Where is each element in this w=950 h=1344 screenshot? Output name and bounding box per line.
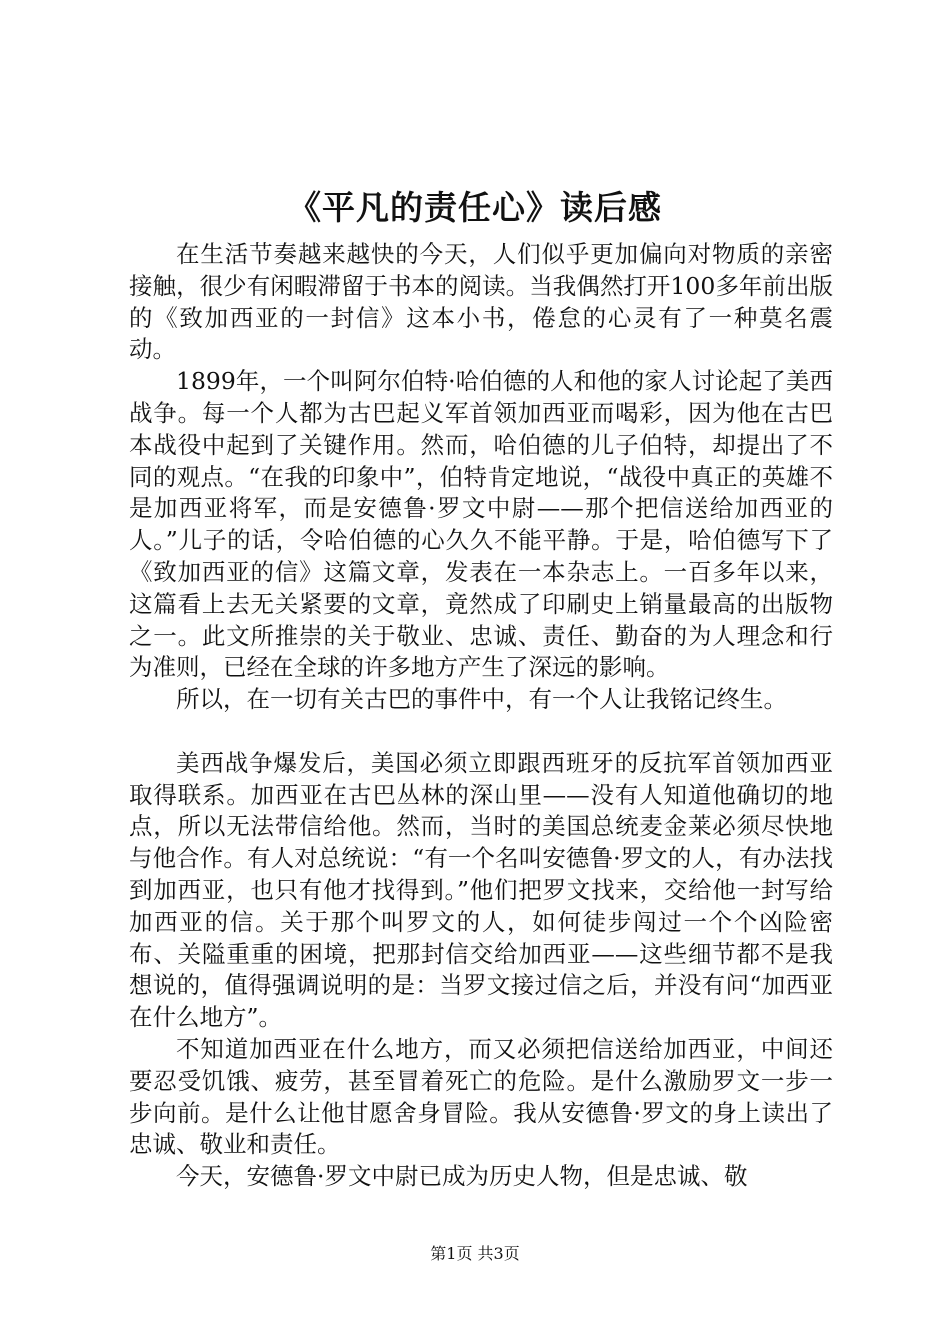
page-footer: 第1页 共3页 bbox=[430, 1244, 520, 1263]
paragraph-today: 今天，安德鲁·罗文中尉已成为历史人物，但是忠诚、敬 bbox=[176, 1162, 748, 1191]
paragraph-war-story: 美西战争爆发后，美国必须立即跟西班牙的反抗军首领加西亚取得联系。加西亚在古巴丛林的深山里——没有人知道他确切的地点，所以无法带信给他。然而，当时的美国总统麦金莱必须尽快地与他合作。有人对总统说：“有一个名叫安德鲁·罗文的人，有办法找到加西亚，也只有他才找得到。”他们把罗文找来，交给他一封写给加西亚的信。关于那个叫罗文的人，如何徒步闯过一个个凶险密布、关隘重重的困境，把那封信交给加西亚——这些细节都不是我想说的，值得强调说明的是：当罗文接过信之后，并没有问“加西亚在什么地方”。 bbox=[129, 748, 833, 1032]
paragraph-transition: 所以，在一切有关古巴的事件中，有一个人让我铭记终生。 bbox=[176, 685, 787, 714]
document-title: 《平凡的责任心》读后感 bbox=[288, 188, 662, 227]
paragraph-1899-story: 1899年，一个叫阿尔伯特·哈伯德的人和他的家人讨论起了美西战争。每一个人都为古巴起义军首领加西亚而喝彩，因为他在古巴本战役中起到了关键作用。然而，哈伯德的儿子伯特，却提出了不同的观点。“在我的印象中”，伯特肯定地说，“战役中真正的英雄不是加西亚将军，而是安德鲁·罗文中尉——那个把信送给加西亚的人。”儿子的话，令哈伯德的心久久不能平静。于是，哈伯德写下了《致加西亚的信》这篇文章，发表在一本杂志上。一百多年以来，这篇看上去无关紧要的文章，竟然成了印刷史上销量最高的出版物之一。此文所推崇的关于敬业、忠诚、责任、勤奋的为人理念和行为准则，已经在全球的许多地方产生了深远的影响。 bbox=[129, 367, 833, 682]
paragraph-gap bbox=[129, 716, 833, 748]
paragraph-intro: 在生活节奏越来越快的今天，人们似乎更加偏向对物质的亲密接触，很少有闲暇滞留于书本的阅读。当我偶然打开100多年前出版的《致加西亚的一封信》这本小书，倦怠的心灵有了一种莫名震动。 bbox=[129, 240, 833, 364]
document-body bbox=[129, 239, 833, 1193]
paragraph-reflection: 不知道加西亚在什么地方，而又必须把信送给加西亚，中间还要忍受饥饿、疲劳，甚至冒着死亡的危险。是什么激励罗文一步一步向前。是什么让他甘愿舍身冒险。我从安德鲁·罗文的身上读出了忠诚、敬业和责任。 bbox=[129, 1034, 833, 1159]
